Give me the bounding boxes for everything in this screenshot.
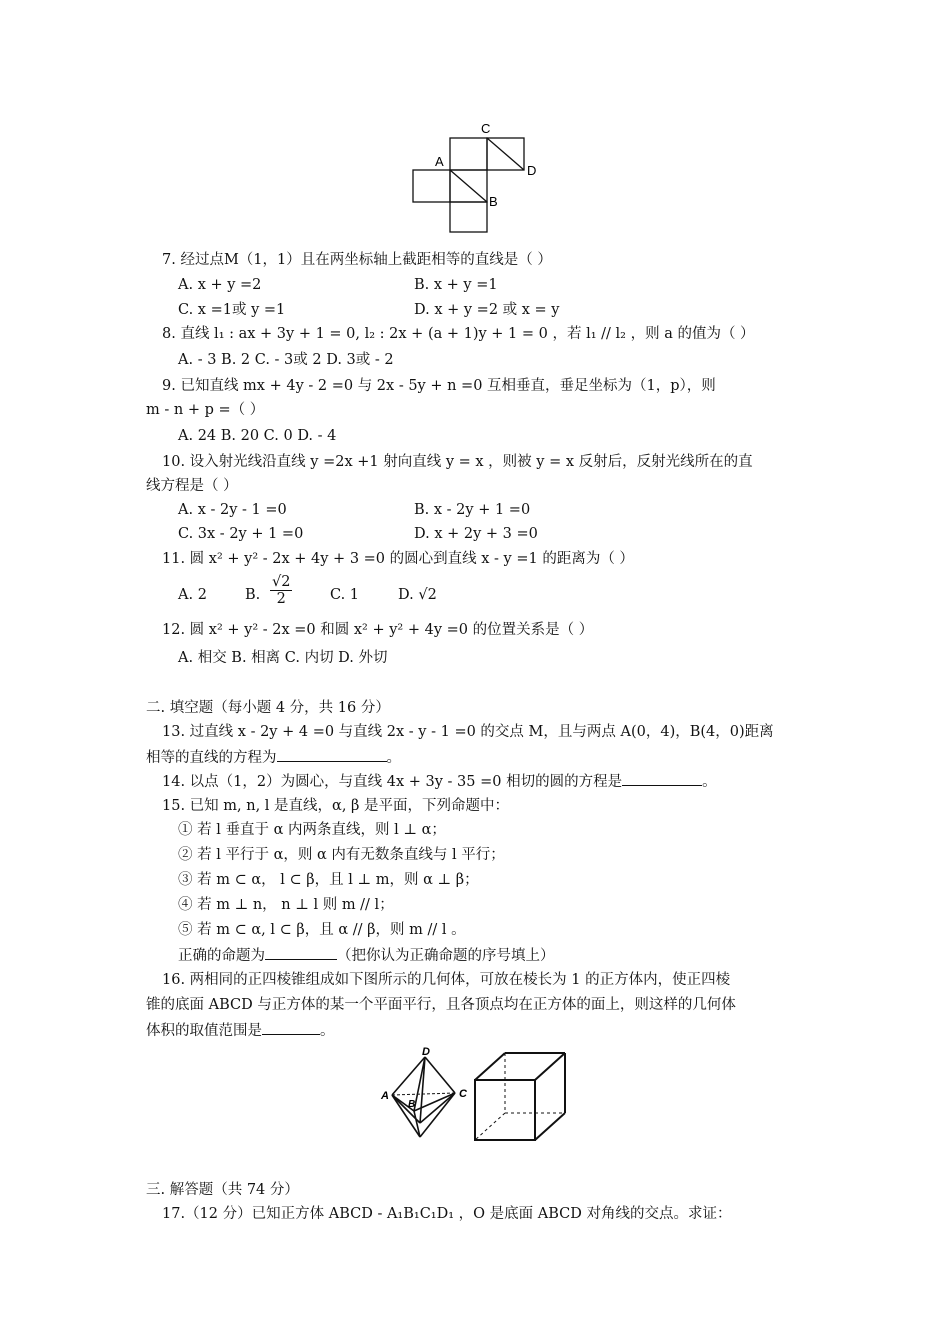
q15-proposition-4: ④ 若 m ⊥ n， n ⊥ l 则 m // l； xyxy=(178,897,394,913)
q13-stem: 13. 过直线 x - 2y + 4 =0 与直线 2x - y - 1 =0 的交点 M，且与两点 A(0，4)，B(4，0)距离 xyxy=(162,724,774,740)
q15-proposition-5: ⑤ 若 m ⊂ α, l ⊂ β，且 α // β，则 m // l 。 xyxy=(178,922,466,938)
q11-stem: 11. 圆 x² + y² - 2x + 4y + 3 =0 的圆心到直线 x - y =1 的距离为（ ） xyxy=(162,551,634,567)
q9-stem: 9. 已知直线 mx + 4y - 2 =0 与 2x - 5y + n =0 互相垂直，垂足坐标为（1，p），则 xyxy=(162,378,716,394)
q14-answer-blank xyxy=(622,771,702,786)
q15-proposition-3: ③ 若 m ⊂ α， l ⊂ β，且 l ⊥ m，则 α ⊥ β； xyxy=(178,872,479,888)
octahedron-cube-figure xyxy=(380,1045,580,1145)
q16-line-2: 锥的底面 ABCD 与正方体的某一个平面平行，且各顶点均在正方体的面上，则这样的几何体 xyxy=(146,997,736,1013)
q13-end: 。 xyxy=(386,750,401,766)
net-label-c: C xyxy=(481,121,491,136)
q10-option-c: C. 3x - 2y + 1 =0 xyxy=(178,526,304,542)
cube-net-figure xyxy=(405,118,555,236)
q11-option-b-fraction xyxy=(270,574,292,607)
section-2-title: 二. 填空题（每小题 4 分，共 16 分） xyxy=(146,700,390,716)
q13-text: 相等的直线的方程为 xyxy=(146,750,277,766)
q11-option-a: A. 2 xyxy=(178,587,207,603)
q7-option-b: B. x + y =1 xyxy=(414,277,498,293)
q9-options: A. 24 B. 20 C. 0 D. - 4 xyxy=(178,428,337,444)
q10-option-d: D. x + 2y + 3 =0 xyxy=(414,526,538,542)
q16-answer-blank xyxy=(262,1020,320,1035)
q15-answer-note: （把你认为正确命题的序号填上） xyxy=(337,948,555,964)
q16-line-3 xyxy=(146,1020,335,1041)
q7-option-d: D. x + y =2 或 x = y xyxy=(414,302,560,318)
octahedron-label-b: B xyxy=(408,1099,416,1110)
q15-proposition-2: ② 若 l 平行于 α，则 α 内有无数条直线与 l 平行； xyxy=(178,847,505,863)
q8-stem: 8. 直线 l₁ : ax + 3y + 1 = 0, l₂ : 2x + (a + 1)y + 1 = 0 ，若 l₁ // l₂ ，则 a 的值为（ ） xyxy=(162,326,755,342)
octahedron-label-d: D xyxy=(422,1046,430,1058)
octahedron-label-a: A xyxy=(381,1090,389,1102)
q7-option-a: A. x + y =2 xyxy=(178,277,262,293)
q13-stem-continued xyxy=(146,747,401,768)
q15-answer-line xyxy=(178,945,555,966)
q10-stem-continued: 线方程是（ ） xyxy=(146,478,238,494)
q15-answer-text: 正确的命题为 xyxy=(178,948,265,964)
q14-text: 14. 以点（1，2）为圆心，与直线 4x + 3y - 35 =0 相切的圆的方程是 xyxy=(162,774,623,790)
q14-stem-line xyxy=(162,771,717,792)
net-label-d: D xyxy=(527,163,537,178)
q8-options: A. - 3 B. 2 C. - 3或 2 D. 3或 - 2 xyxy=(178,352,394,368)
q11-option-b-label: B. xyxy=(245,587,261,603)
q15-proposition-1: ① 若 l 垂直于 α 内两条直线，则 l ⊥ α； xyxy=(178,822,446,838)
q16-end: 。 xyxy=(320,1023,335,1039)
fraction-numerator: √2 xyxy=(272,574,291,590)
q11-option-d: D. √2 xyxy=(398,587,437,603)
q15-answer-blank xyxy=(265,945,337,960)
q15-stem: 15. 已知 m, n, l 是直线，α, β 是平面，下列命题中： xyxy=(162,798,510,814)
q17-stem: 17.（12 分）已知正方体 ABCD - A₁B₁C₁D₁ ，O 是底面 ABCD 对角线的交点。求证： xyxy=(162,1206,732,1222)
section-3-title: 三. 解答题（共 74 分） xyxy=(146,1182,299,1198)
q7-stem: 7. 经过点M（1，1）且在两坐标轴上截距相等的直线是（ ） xyxy=(162,252,552,268)
q13-answer-blank xyxy=(277,747,387,762)
q11-option-c: C. 1 xyxy=(330,587,360,603)
q10-option-b: B. x - 2y + 1 =0 xyxy=(414,502,531,518)
q14-end: 。 xyxy=(702,774,717,790)
q10-option-a: A. x - 2y - 1 =0 xyxy=(178,502,287,518)
q12-options: A. 相交 B. 相离 C. 内切 D. 外切 xyxy=(178,650,388,666)
fraction-denominator: 2 xyxy=(276,591,286,607)
q7-option-c: C. x =1或 y =1 xyxy=(178,302,286,318)
octahedron-label-c: C xyxy=(459,1088,467,1100)
net-label-a: A xyxy=(435,154,444,169)
q16-line-1: 16. 两相同的正四棱锥组成如下图所示的几何体，可放在棱长为 1 的正方体内，使正四棱 xyxy=(162,972,731,988)
q12-stem: 12. 圆 x² + y² - 2x =0 和圆 x² + y² + 4y =0 的位置关系是（ ） xyxy=(162,622,594,638)
net-label-b: B xyxy=(489,194,498,209)
q16-text: 体积的取值范围是 xyxy=(146,1023,262,1039)
q10-stem: 10. 设入射光线沿直线 y =2x +1 射向直线 y = x ，则被 y = x 反射后，反射光线所在的直 xyxy=(162,454,753,470)
q9-stem-continued: m - n + p =（ ） xyxy=(146,402,265,418)
